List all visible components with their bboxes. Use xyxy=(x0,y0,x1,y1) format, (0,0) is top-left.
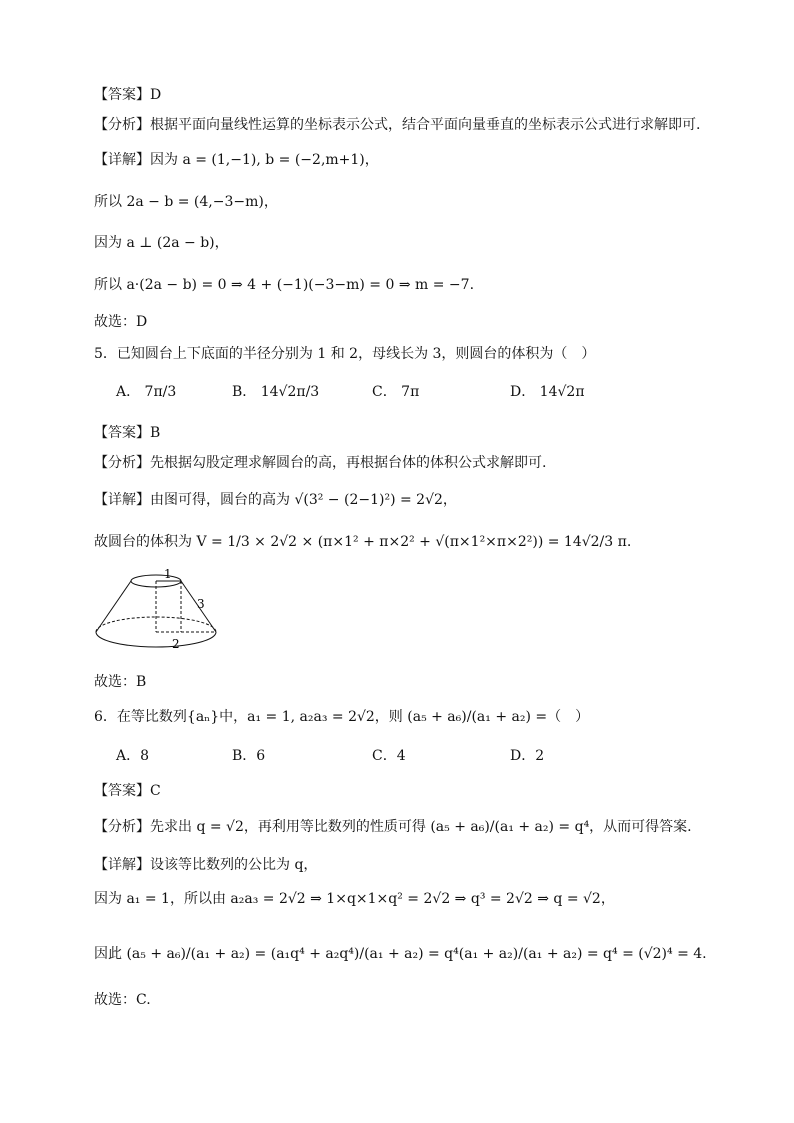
frustum-label-slant: 3 xyxy=(197,597,205,611)
frustum-label-bottom: 2 xyxy=(172,637,180,651)
frustum-label-top: 1 xyxy=(164,568,172,581)
q5-option-a: A． 7π/3 xyxy=(116,384,177,400)
q4-detail-4: 所以 a·(2a − b) = 0 ⇒ 4 + (−1)(−3−m) = 0 ⇒ m = −7. xyxy=(94,277,475,293)
q6-option-d: D．2 xyxy=(510,748,545,764)
frustum-bottom-back xyxy=(96,617,216,632)
frustum-figure xyxy=(94,568,224,664)
q6-detail-2: 因为 a₁ = 1，所以由 a₂a₃ = 2√2 ⇒ 1×q×1×q² = 2√2 ⇒ q³ = 2√2 ⇒ q = √2， xyxy=(94,891,615,907)
q6-choice: 故选：C. xyxy=(94,992,151,1008)
frustum-bottom-front xyxy=(96,632,216,647)
q6-detail-3: 因此 (a₅ + a₆)/(a₁ + a₂) = (a₁q⁴ + a₂q⁴)/(a₁ + a₂) = q⁴(a₁ + a₂)/(a₁ + a₂) = q⁴ = (√2)⁴ = 4. xyxy=(94,946,707,962)
q6-detail-1: 【详解】设该等比数列的公比为 q， xyxy=(94,857,318,873)
q5-option-c: C． 7π xyxy=(372,384,420,400)
q6-option-c: C．4 xyxy=(372,748,406,764)
q5-analysis: 【分析】先根据勾股定理求解圆台的高，再根据台体的体积公式求解即可. xyxy=(94,455,547,471)
q6-option-a: A．8 xyxy=(116,748,150,764)
q4-detail-3: 因为 a ⊥ (2a − b)， xyxy=(94,235,229,251)
q5-option-b: B． 14√2π/3 xyxy=(232,384,320,400)
frustum-left-side xyxy=(96,581,131,632)
q5-answer: 【答案】B xyxy=(94,425,161,441)
q4-detail-1: 【详解】因为 a = (1,−1), b = (−2,m+1)， xyxy=(94,152,379,168)
q6-analysis: 【分析】先求出 q = √2，再利用等比数列的性质可得 (a₅ + a₆)/(a₁ + a₂) = q⁴，从而可得答案. xyxy=(94,819,692,835)
q6-option-b: B．6 xyxy=(232,748,266,764)
q5-option-d: D． 14√2π xyxy=(510,384,585,400)
q5-stem: 5．已知圆台上下底面的半径分别为 1 和 2，母线长为 3，则圆台的体积为（ ） xyxy=(94,346,596,362)
q4-answer: 【答案】D xyxy=(94,87,162,103)
q6-answer: 【答案】C xyxy=(94,783,161,799)
q5-detail-1: 【详解】由图可得，圆台的高为 √(3² − (2−1)²) = 2√2， xyxy=(94,492,457,508)
q5-detail-2: 故圆台的体积为 V = 1/3 × 2√2 × (π×1² + π×2² + √(π×1²×π×2²)) = 14√2/3 π. xyxy=(94,534,632,550)
q5-choice: 故选：B xyxy=(94,674,147,690)
q4-choice: 故选：D xyxy=(94,314,148,330)
q4-analysis: 【分析】根据平面向量线性运算的坐标表示公式，结合平面向量垂直的坐标表示公式进行求解即可. xyxy=(94,117,701,133)
q4-detail-2: 所以 2a − b = (4,−3−m)， xyxy=(94,194,278,210)
q6-stem: 6．在等比数列{aₙ}中，a₁ = 1, a₂a₃ = 2√2，则 (a₅ + a₆)/(a₁ + a₂) =（ ） xyxy=(94,709,590,725)
